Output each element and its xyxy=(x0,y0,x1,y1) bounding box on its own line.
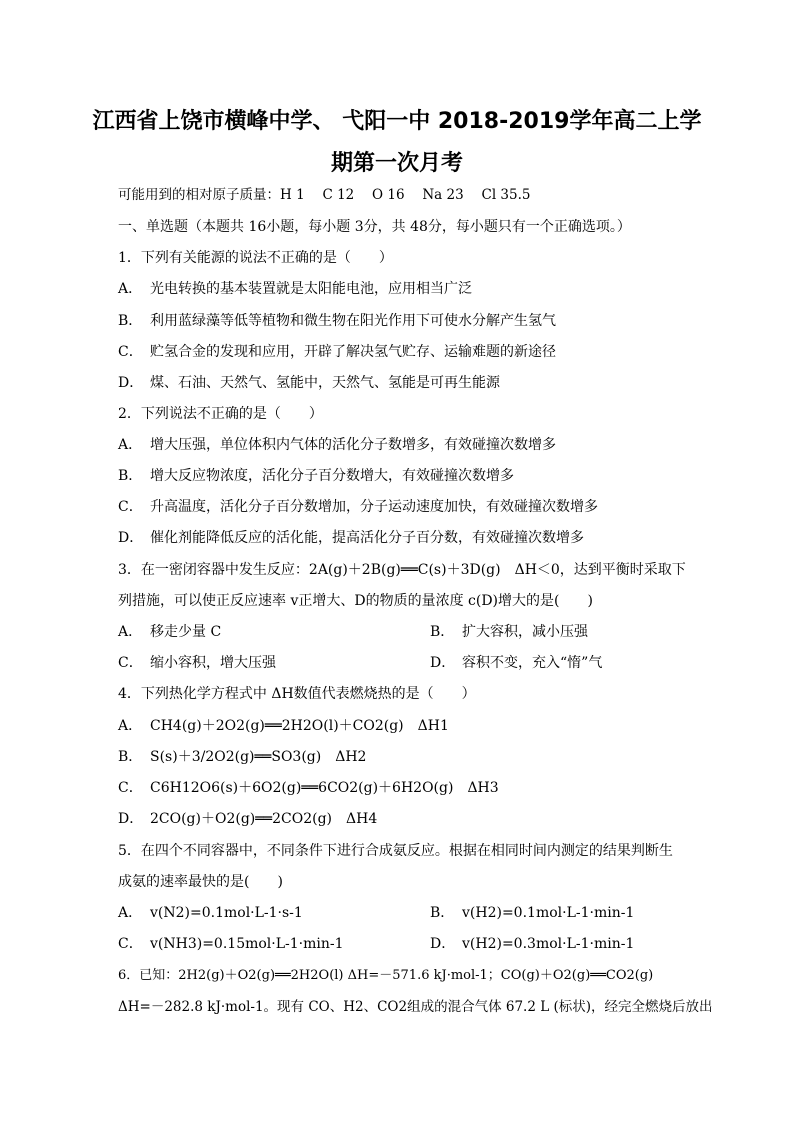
document-title-line-2: 期第一次月考 xyxy=(330,151,463,176)
question-1-option-a xyxy=(118,279,472,299)
option-label: B． xyxy=(118,749,143,765)
section-heading: 一、单选题（本题共 16小题，每小题 3分，共 48分，每小题只有一个正确选项。） xyxy=(118,219,631,235)
option-text: 升高温度，活化分子百分数增加，分子运动速度加快，有效碰撞次数增多 xyxy=(150,499,598,515)
option-label: C． xyxy=(118,655,143,671)
option-label: D． xyxy=(430,655,456,671)
option-text: v(N2)=0.1mol·L-1·s-1 xyxy=(150,905,303,921)
question-2-stem: 2．下列说法不正确的是（ ） xyxy=(118,406,323,422)
option-label: C． xyxy=(118,344,143,360)
question-2-option-d xyxy=(118,528,584,548)
question-6-line-1: 6．已知：2H2(g)＋O2(g)══2H2O(l) ΔH=－571.6 kJ·mol-1；CO(g)＋O2(g)══CO2(g) xyxy=(118,968,654,983)
option-label: A． xyxy=(118,624,143,640)
question-1-option-c xyxy=(118,342,556,362)
option-text: v(NH3)=0.15mol·L-1·min-1 xyxy=(150,936,344,952)
question-3-stem-line-1: 3．在一密闭容器中发生反应：2A(g)＋2B(g)══C(s)＋3D(g) ΔH＜0，达到平衡时采取下 xyxy=(118,562,686,578)
option-label: B． xyxy=(430,624,455,640)
option-label: B． xyxy=(118,313,143,329)
option-text: 光电转换的基本装置就是太阳能电池，应用相当广泛 xyxy=(150,281,472,297)
option-text: CH4(g)＋2O2(g)══2H2O(l)＋CO2(g) ΔH1 xyxy=(150,718,449,734)
option-label: D． xyxy=(118,530,144,546)
question-5-stem-line-1: 5．在四个不同容器中，不同条件下进行合成氨反应。根据在相同时间内测定的结果判断生 xyxy=(118,843,673,859)
option-label: B． xyxy=(430,905,455,921)
option-label: D． xyxy=(118,811,144,827)
atomic-masses: 可能用到的相对原子质量：H 1 C 12 O 16 Na 23 Cl 35.5 xyxy=(118,187,531,203)
question-2-option-c xyxy=(118,497,598,517)
question-4-stem: 4．下列热化学方程式中 ΔH数值代表燃烧热的是（ ） xyxy=(118,686,476,702)
document-title-line-1: 江西省上饶市横峰中学、 弋阳一中 2018-2019学年高二上学 xyxy=(92,109,702,134)
option-text: 扩大容积，减小压强 xyxy=(462,624,588,640)
option-text: 移走少量 C xyxy=(150,624,222,640)
question-3-stem-line-2: 列措施，可以使正反应速率 v正增大、D的物质的量浓度 c(D)增大的是( ) xyxy=(118,593,593,609)
question-5-option-b xyxy=(430,903,634,923)
question-1-option-b xyxy=(118,311,556,331)
question-6-line-2: ΔH=－282.8 kJ·mol-1。现有 CO、H2、CO2组成的混合气体 67.2 L (标状)，经完全燃烧后放出 xyxy=(118,999,713,1015)
option-text: 贮氢合金的发现和应用，开辟了解决氢气贮存、运输难题的新途径 xyxy=(150,344,556,360)
option-label: C． xyxy=(118,936,143,952)
option-label: A． xyxy=(118,905,143,921)
question-2-option-a xyxy=(118,435,556,455)
question-4-option-c xyxy=(118,778,499,798)
question-3-option-c xyxy=(118,653,276,673)
question-5-stem-line-2: 成氨的速率最快的是( ) xyxy=(118,874,283,890)
option-label: D． xyxy=(118,375,144,391)
option-label: C． xyxy=(118,499,143,515)
option-text: C6H12O6(s)＋6O2(g)══6CO2(g)＋6H2O(g) ΔH3 xyxy=(150,780,499,796)
question-2-option-b xyxy=(118,466,514,486)
option-text: 2CO(g)＋O2(g)══2CO2(g) ΔH4 xyxy=(150,811,378,827)
question-1-option-d xyxy=(118,373,500,393)
option-text: 增大反应物浓度，活化分子百分数增大，有效碰撞次数增多 xyxy=(150,468,514,484)
option-label: A． xyxy=(118,718,143,734)
question-4-option-d xyxy=(118,809,377,829)
option-text: v(H2)=0.1mol·L-1·min-1 xyxy=(462,905,635,921)
question-4-option-b xyxy=(118,747,366,767)
option-label: A． xyxy=(118,437,143,453)
question-3-option-b xyxy=(430,622,588,642)
option-text: 容积不变，充入“惰”气 xyxy=(462,655,603,671)
question-4-option-a xyxy=(118,716,449,736)
question-1-stem: 1．下列有关能源的说法不正确的是（ ） xyxy=(118,250,393,266)
option-text: 利用蓝绿藻等低等植物和微生物在阳光作用下可使水分解产生氢气 xyxy=(150,313,556,329)
option-label: A． xyxy=(118,281,143,297)
question-5-option-c xyxy=(118,934,344,954)
option-label: C． xyxy=(118,780,143,796)
option-text: S(s)＋3/2O2(g)══SO3(g) ΔH2 xyxy=(150,749,367,765)
option-label: D． xyxy=(430,936,456,952)
question-3-option-d xyxy=(430,653,602,673)
option-label: B． xyxy=(118,468,143,484)
option-text: 增大压强，单位体积内气体的活化分子数增多，有效碰撞次数增多 xyxy=(150,437,556,453)
option-text: 缩小容积，增大压强 xyxy=(150,655,276,671)
option-text: v(H2)=0.3mol·L-1·min-1 xyxy=(462,936,635,952)
question-5-option-d xyxy=(430,934,634,954)
question-3-option-a xyxy=(118,622,221,642)
question-5-option-a xyxy=(118,903,303,923)
option-text: 煤、石油、天然气、氢能中，天然气、氢能是可再生能源 xyxy=(150,375,500,391)
option-text: 催化剂能降低反应的活化能，提高活化分子百分数，有效碰撞次数增多 xyxy=(150,530,584,546)
